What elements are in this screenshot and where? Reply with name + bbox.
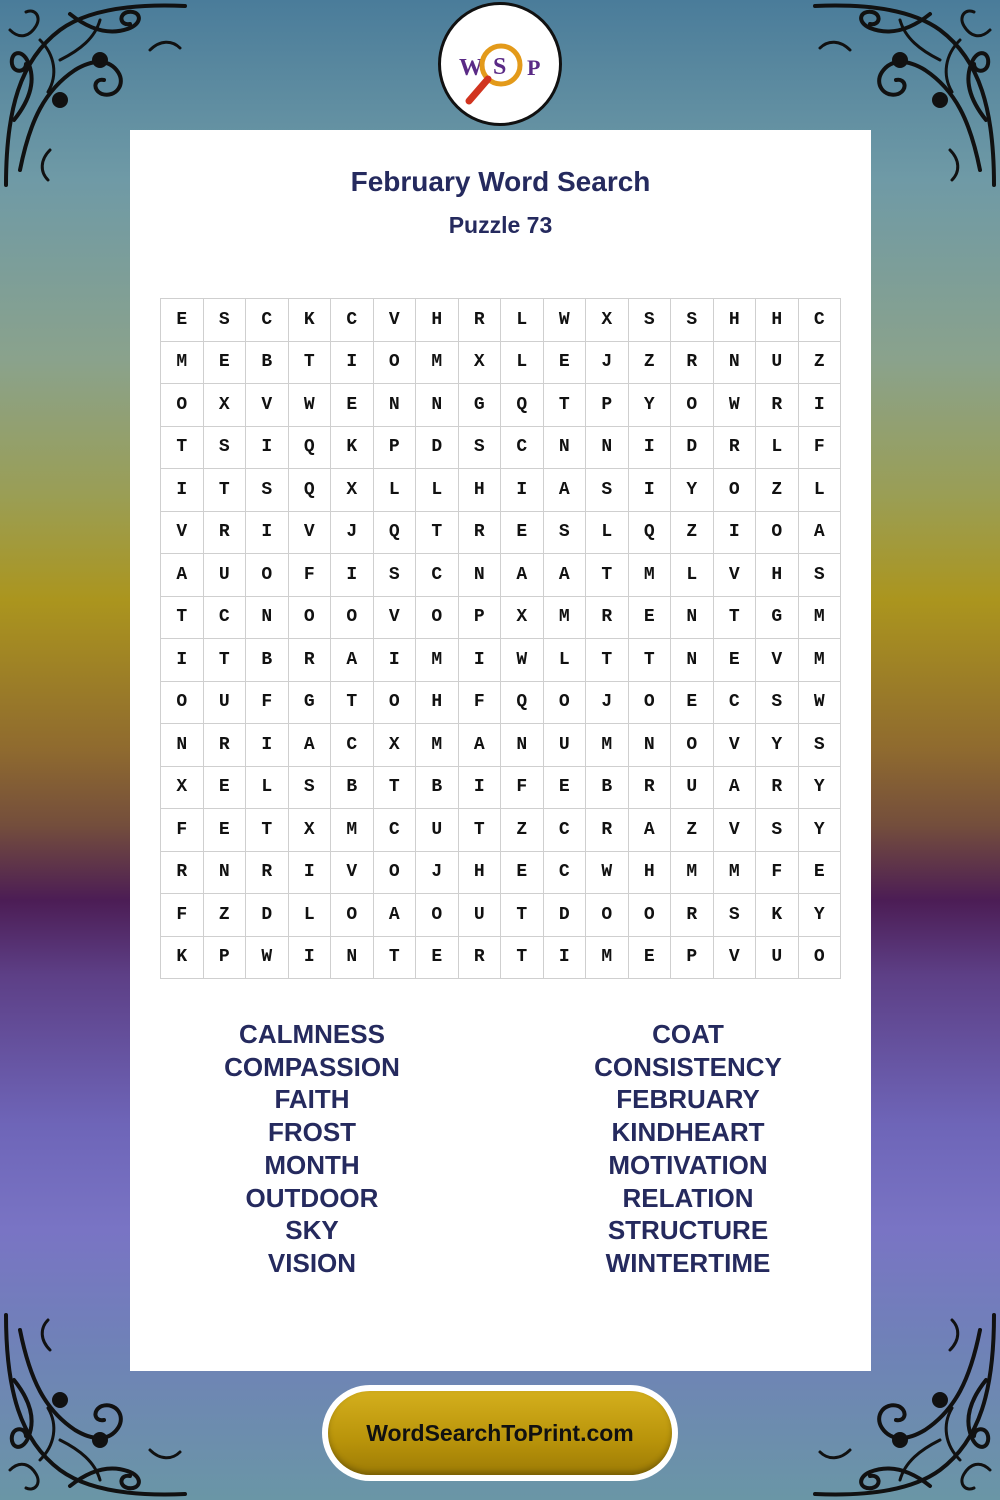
grid-cell[interactable]: A: [544, 554, 587, 597]
grid-cell[interactable]: M: [416, 639, 459, 682]
grid-cell[interactable]: V: [161, 512, 204, 555]
grid-cell[interactable]: N: [501, 724, 544, 767]
grid-cell[interactable]: Y: [756, 724, 799, 767]
grid-cell[interactable]: H: [416, 299, 459, 342]
grid-cell[interactable]: K: [161, 937, 204, 980]
grid-cell[interactable]: X: [374, 724, 417, 767]
grid-cell[interactable]: Y: [799, 894, 842, 937]
grid-cell[interactable]: S: [289, 767, 332, 810]
grid-cell[interactable]: N: [161, 724, 204, 767]
grid-cell[interactable]: L: [289, 894, 332, 937]
grid-cell[interactable]: T: [374, 937, 417, 980]
grid-cell[interactable]: T: [161, 427, 204, 470]
grid-cell[interactable]: N: [544, 427, 587, 470]
grid-cell[interactable]: S: [246, 469, 289, 512]
grid-cell[interactable]: F: [289, 554, 332, 597]
grid-cell[interactable]: R: [459, 299, 502, 342]
grid-cell[interactable]: A: [374, 894, 417, 937]
grid-cell[interactable]: W: [289, 384, 332, 427]
grid-cell[interactable]: Q: [374, 512, 417, 555]
word-list-item: MOTIVATION: [608, 1149, 768, 1180]
grid-cell[interactable]: E: [629, 597, 672, 640]
grid-cell[interactable]: C: [246, 299, 289, 342]
grid-cell[interactable]: L: [501, 342, 544, 385]
grid-cell[interactable]: V: [331, 852, 374, 895]
puzzle-number: Puzzle 73: [448, 212, 553, 238]
grid-cell[interactable]: R: [756, 767, 799, 810]
grid-cell[interactable]: L: [246, 767, 289, 810]
grid-cell[interactable]: S: [204, 427, 247, 470]
grid-cell[interactable]: T: [586, 554, 629, 597]
grid-cell[interactable]: O: [246, 554, 289, 597]
grid-cell[interactable]: U: [459, 894, 502, 937]
grid-cell[interactable]: U: [204, 554, 247, 597]
grid-cell[interactable]: N: [586, 427, 629, 470]
word-list-item: CALMNESS: [239, 1019, 385, 1049]
grid-cell[interactable]: N: [331, 937, 374, 980]
grid-cell[interactable]: A: [714, 767, 757, 810]
grid-cell[interactable]: O: [161, 682, 204, 725]
grid-cell[interactable]: F: [501, 767, 544, 810]
word-list-item: CONSISTENCY: [594, 1051, 782, 1082]
grid-cell[interactable]: S: [799, 724, 842, 767]
grid-cell[interactable]: U: [671, 767, 714, 810]
grid-cell[interactable]: P: [671, 937, 714, 980]
grid-cell[interactable]: S: [204, 299, 247, 342]
grid-cell[interactable]: O: [671, 724, 714, 767]
grid-cell[interactable]: O: [374, 682, 417, 725]
grid-cell[interactable]: W: [586, 852, 629, 895]
grid-cell[interactable]: H: [459, 852, 502, 895]
grid-cell[interactable]: Z: [756, 469, 799, 512]
grid-cell[interactable]: Q: [289, 427, 332, 470]
word-list-item: FROST: [267, 1117, 357, 1148]
grid-cell[interactable]: U: [756, 342, 799, 385]
grid-cell[interactable]: Z: [799, 342, 842, 385]
grid-cell[interactable]: M: [416, 342, 459, 385]
grid-cell[interactable]: E: [544, 342, 587, 385]
grid-cell[interactable]: H: [416, 682, 459, 725]
grid-cell[interactable]: T: [161, 597, 204, 640]
grid-cell[interactable]: L: [799, 469, 842, 512]
grid-cell[interactable]: I: [289, 852, 332, 895]
word-list-item: STRUCTURE: [607, 1215, 769, 1246]
grid-cell[interactable]: T: [204, 469, 247, 512]
grid-cell[interactable]: T: [204, 639, 247, 682]
grid-cell[interactable]: T: [501, 937, 544, 980]
grid-cell[interactable]: A: [799, 512, 842, 555]
grid-cell[interactable]: P: [374, 427, 417, 470]
word-list-item: COAT: [652, 1019, 724, 1049]
grid-cell[interactable]: R: [671, 894, 714, 937]
grid-cell[interactable]: T: [459, 809, 502, 852]
grid-cell[interactable]: E: [204, 767, 247, 810]
grid-cell[interactable]: M: [714, 852, 757, 895]
grid-cell[interactable]: J: [586, 682, 629, 725]
grid-cell[interactable]: D: [246, 894, 289, 937]
grid-cell[interactable]: M: [671, 852, 714, 895]
grid-cell[interactable]: T: [501, 894, 544, 937]
grid-cell[interactable]: F: [161, 894, 204, 937]
grid-cell[interactable]: F: [459, 682, 502, 725]
grid-cell[interactable]: O: [714, 469, 757, 512]
site-banner[interactable]: [322, 1385, 678, 1481]
grid-cell[interactable]: W: [714, 384, 757, 427]
puzzle-sheet: [130, 130, 871, 1371]
grid-cell[interactable]: R: [161, 852, 204, 895]
logo-letter-w: W: [459, 55, 483, 81]
grid-cell[interactable]: P: [586, 384, 629, 427]
grid-cell[interactable]: C: [374, 809, 417, 852]
grid-cell[interactable]: M: [799, 597, 842, 640]
grid-cell[interactable]: M: [629, 554, 672, 597]
grid-cell[interactable]: M: [586, 724, 629, 767]
grid-cell[interactable]: I: [246, 427, 289, 470]
grid-cell[interactable]: L: [756, 427, 799, 470]
grid-cell[interactable]: L: [544, 639, 587, 682]
grid-cell[interactable]: O: [331, 894, 374, 937]
grid-cell[interactable]: G: [289, 682, 332, 725]
grid-cell[interactable]: O: [671, 384, 714, 427]
grid-cell[interactable]: Y: [799, 767, 842, 810]
grid-cell[interactable]: Q: [501, 682, 544, 725]
grid-cell[interactable]: X: [501, 597, 544, 640]
grid-cell[interactable]: F: [799, 427, 842, 470]
grid-cell[interactable]: T: [714, 597, 757, 640]
grid-cell[interactable]: R: [204, 724, 247, 767]
grid-cell[interactable]: D: [416, 427, 459, 470]
grid-cell[interactable]: H: [714, 299, 757, 342]
grid-cell[interactable]: C: [331, 299, 374, 342]
grid-cell[interactable]: T: [629, 639, 672, 682]
grid-cell[interactable]: E: [501, 852, 544, 895]
grid-cell[interactable]: R: [246, 852, 289, 895]
grid-cell[interactable]: A: [289, 724, 332, 767]
grid-cell[interactable]: Y: [629, 384, 672, 427]
grid-cell[interactable]: B: [246, 342, 289, 385]
grid-cell[interactable]: S: [544, 512, 587, 555]
grid-cell[interactable]: Z: [629, 342, 672, 385]
grid-cell[interactable]: D: [544, 894, 587, 937]
grid-cell[interactable]: V: [374, 597, 417, 640]
grid-cell[interactable]: L: [671, 554, 714, 597]
word-list-item: WINTERTIME: [605, 1247, 771, 1278]
grid-cell[interactable]: I: [161, 639, 204, 682]
grid-cell[interactable]: I: [161, 469, 204, 512]
grid-cell[interactable]: N: [374, 384, 417, 427]
grid-cell[interactable]: O: [756, 512, 799, 555]
grid-cell[interactable]: I: [289, 937, 332, 980]
grid-cell[interactable]: L: [501, 299, 544, 342]
grid-cell[interactable]: T: [289, 342, 332, 385]
grid-cell[interactable]: W: [246, 937, 289, 980]
grid-cell[interactable]: W: [799, 682, 842, 725]
grid-cell[interactable]: X: [204, 384, 247, 427]
grid-cell[interactable]: S: [374, 554, 417, 597]
word-list-item: OUTDOOR: [245, 1182, 379, 1213]
grid-cell[interactable]: N: [671, 639, 714, 682]
grid-cell[interactable]: M: [799, 639, 842, 682]
grid-cell[interactable]: O: [161, 384, 204, 427]
grid-cell[interactable]: E: [544, 767, 587, 810]
grid-cell[interactable]: O: [629, 682, 672, 725]
word-list-item: MONTH: [264, 1149, 360, 1180]
grid-cell[interactable]: W: [501, 639, 544, 682]
grid-cell[interactable]: K: [289, 299, 332, 342]
grid-cell[interactable]: L: [586, 512, 629, 555]
grid-cell[interactable]: H: [459, 469, 502, 512]
grid-cell[interactable]: Y: [671, 469, 714, 512]
grid-cell[interactable]: L: [374, 469, 417, 512]
grid-cell[interactable]: C: [714, 682, 757, 725]
grid-cell[interactable]: O: [586, 894, 629, 937]
grid-cell[interactable]: A: [331, 639, 374, 682]
grid-cell[interactable]: R: [459, 937, 502, 980]
grid-cell[interactable]: O: [799, 937, 842, 980]
grid-cell[interactable]: U: [416, 809, 459, 852]
grid-cell[interactable]: E: [799, 852, 842, 895]
grid-cell[interactable]: G: [459, 384, 502, 427]
grid-cell[interactable]: E: [161, 299, 204, 342]
grid-cell[interactable]: M: [544, 597, 587, 640]
grid-cell[interactable]: F: [756, 852, 799, 895]
grid-cell[interactable]: W: [544, 299, 587, 342]
grid-cell[interactable]: N: [416, 384, 459, 427]
logo-letter-s: S: [493, 54, 507, 80]
grid-cell[interactable]: A: [459, 724, 502, 767]
grid-cell[interactable]: H: [756, 299, 799, 342]
grid-cell[interactable]: S: [799, 554, 842, 597]
grid-cell[interactable]: I: [799, 384, 842, 427]
grid-cell[interactable]: U: [756, 937, 799, 980]
grid-cell[interactable]: S: [756, 809, 799, 852]
grid-cell[interactable]: V: [289, 512, 332, 555]
grid-cell[interactable]: T: [544, 384, 587, 427]
grid-cell[interactable]: R: [459, 512, 502, 555]
grid-cell[interactable]: O: [289, 597, 332, 640]
grid-cell[interactable]: P: [459, 597, 502, 640]
grid-cell[interactable]: R: [756, 384, 799, 427]
grid-cell[interactable]: B: [586, 767, 629, 810]
grid-cell[interactable]: S: [459, 427, 502, 470]
grid-cell[interactable]: X: [331, 469, 374, 512]
word-list-item: RELATION: [622, 1182, 754, 1213]
grid-cell[interactable]: Z: [671, 809, 714, 852]
grid-cell[interactable]: C: [544, 852, 587, 895]
grid-cell[interactable]: J: [416, 852, 459, 895]
grid-cell[interactable]: O: [629, 894, 672, 937]
grid-cell[interactable]: S: [671, 299, 714, 342]
grid-cell[interactable]: X: [459, 342, 502, 385]
grid-cell[interactable]: E: [416, 937, 459, 980]
grid-cell[interactable]: V: [246, 384, 289, 427]
grid-cell[interactable]: B: [246, 639, 289, 682]
grid-cell[interactable]: Y: [799, 809, 842, 852]
page-title: February Word Search: [350, 166, 651, 197]
grid-cell[interactable]: X: [289, 809, 332, 852]
grid-cell[interactable]: M: [331, 809, 374, 852]
grid-cell[interactable]: I: [246, 724, 289, 767]
logo-letter-p: P: [527, 55, 541, 80]
grid-cell[interactable]: V: [714, 554, 757, 597]
grid-cell[interactable]: H: [629, 852, 672, 895]
grid-cell[interactable]: N: [671, 597, 714, 640]
grid-cell[interactable]: E: [629, 937, 672, 980]
grid-cell[interactable]: L: [416, 469, 459, 512]
grid-cell[interactable]: R: [671, 342, 714, 385]
grid-cell[interactable]: S: [714, 894, 757, 937]
grid-cell[interactable]: I: [459, 767, 502, 810]
grid-cell[interactable]: N: [246, 597, 289, 640]
grid-cell[interactable]: O: [331, 597, 374, 640]
grid-cell[interactable]: T: [331, 682, 374, 725]
grid-cell[interactable]: I: [629, 469, 672, 512]
grid-cell[interactable]: X: [161, 767, 204, 810]
word-list-left: [152, 1018, 472, 1280]
grid-cell[interactable]: R: [714, 427, 757, 470]
grid-cell[interactable]: V: [714, 937, 757, 980]
grid-cell[interactable]: A: [161, 554, 204, 597]
grid-cell[interactable]: V: [374, 299, 417, 342]
grid-cell[interactable]: T: [246, 809, 289, 852]
grid-cell[interactable]: M: [586, 937, 629, 980]
grid-cell[interactable]: S: [629, 299, 672, 342]
grid-cell[interactable]: O: [416, 597, 459, 640]
word-list-right: [528, 1018, 848, 1280]
grid-cell[interactable]: Z: [671, 512, 714, 555]
grid-cell[interactable]: Q: [629, 512, 672, 555]
grid-cell[interactable]: B: [416, 767, 459, 810]
grid-cell[interactable]: Z: [204, 894, 247, 937]
grid-cell[interactable]: A: [501, 554, 544, 597]
grid-cell[interactable]: I: [714, 512, 757, 555]
grid-cell[interactable]: Q: [501, 384, 544, 427]
grid-cell[interactable]: T: [374, 767, 417, 810]
grid-cell[interactable]: E: [714, 639, 757, 682]
grid-cell[interactable]: I: [544, 937, 587, 980]
grid-cell[interactable]: E: [671, 682, 714, 725]
grid-cell[interactable]: U: [204, 682, 247, 725]
grid-cell[interactable]: N: [459, 554, 502, 597]
grid-cell[interactable]: E: [204, 809, 247, 852]
grid-cell[interactable]: U: [544, 724, 587, 767]
word-list-item: VISION: [267, 1247, 357, 1278]
grid-cell[interactable]: X: [586, 299, 629, 342]
grid-cell[interactable]: C: [204, 597, 247, 640]
grid-cell[interactable]: Z: [501, 809, 544, 852]
grid-cell[interactable]: J: [331, 512, 374, 555]
grid-cell[interactable]: N: [714, 342, 757, 385]
grid-cell[interactable]: H: [756, 554, 799, 597]
grid-cell[interactable]: Q: [289, 469, 332, 512]
grid-cell[interactable]: V: [714, 724, 757, 767]
grid-cell[interactable]: K: [331, 427, 374, 470]
grid-cell[interactable]: K: [756, 894, 799, 937]
word-list-item: SKY: [285, 1215, 339, 1246]
grid-cell[interactable]: T: [586, 639, 629, 682]
grid-cell[interactable]: E: [501, 512, 544, 555]
word-list-item: FAITH: [274, 1084, 350, 1115]
grid-cell[interactable]: R: [586, 809, 629, 852]
grid-cell[interactable]: S: [756, 682, 799, 725]
grid-cell[interactable]: F: [246, 682, 289, 725]
grid-cell[interactable]: O: [416, 894, 459, 937]
grid-cell[interactable]: M: [161, 342, 204, 385]
grid-cell[interactable]: N: [204, 852, 247, 895]
wsp-logo: [438, 2, 562, 126]
grid-cell[interactable]: M: [416, 724, 459, 767]
grid-cell[interactable]: I: [459, 639, 502, 682]
grid-cell[interactable]: T: [416, 512, 459, 555]
grid-cell[interactable]: E: [331, 384, 374, 427]
grid-cell[interactable]: O: [544, 682, 587, 725]
grid-cell[interactable]: P: [204, 937, 247, 980]
word-list-item: KINDHEART: [611, 1117, 765, 1148]
grid-cell[interactable]: C: [799, 299, 842, 342]
grid-cell[interactable]: S: [586, 469, 629, 512]
grid-cell[interactable]: D: [671, 427, 714, 470]
grid-cell[interactable]: V: [714, 809, 757, 852]
letter-grid: [160, 298, 841, 979]
grid-cell[interactable]: V: [756, 639, 799, 682]
grid-cell[interactable]: C: [544, 809, 587, 852]
word-list-item: FEBRUARY: [616, 1084, 760, 1115]
grid-cell[interactable]: I: [374, 639, 417, 682]
grid-cell[interactable]: I: [501, 469, 544, 512]
grid-cell[interactable]: I: [246, 512, 289, 555]
grid-cell[interactable]: O: [374, 852, 417, 895]
site-link[interactable]: WordSearchToPrint.com: [328, 1391, 672, 1475]
grid-cell[interactable]: C: [331, 724, 374, 767]
grid-cell[interactable]: I: [629, 427, 672, 470]
grid-cell[interactable]: F: [161, 809, 204, 852]
word-list-item: COMPASSION: [224, 1051, 400, 1082]
grid-cell[interactable]: O: [374, 342, 417, 385]
grid-cell[interactable]: R: [629, 767, 672, 810]
grid-cell[interactable]: B: [331, 767, 374, 810]
grid-cell[interactable]: N: [629, 724, 672, 767]
grid-cell[interactable]: R: [289, 639, 332, 682]
grid-cell[interactable]: C: [416, 554, 459, 597]
grid-cell[interactable]: E: [204, 342, 247, 385]
grid-cell[interactable]: C: [501, 427, 544, 470]
grid-cell[interactable]: R: [204, 512, 247, 555]
grid-cell[interactable]: A: [544, 469, 587, 512]
grid-cell[interactable]: A: [629, 809, 672, 852]
grid-cell[interactable]: G: [756, 597, 799, 640]
grid-cell[interactable]: R: [586, 597, 629, 640]
grid-cell[interactable]: J: [586, 342, 629, 385]
grid-cell[interactable]: I: [331, 342, 374, 385]
grid-cell[interactable]: I: [331, 554, 374, 597]
